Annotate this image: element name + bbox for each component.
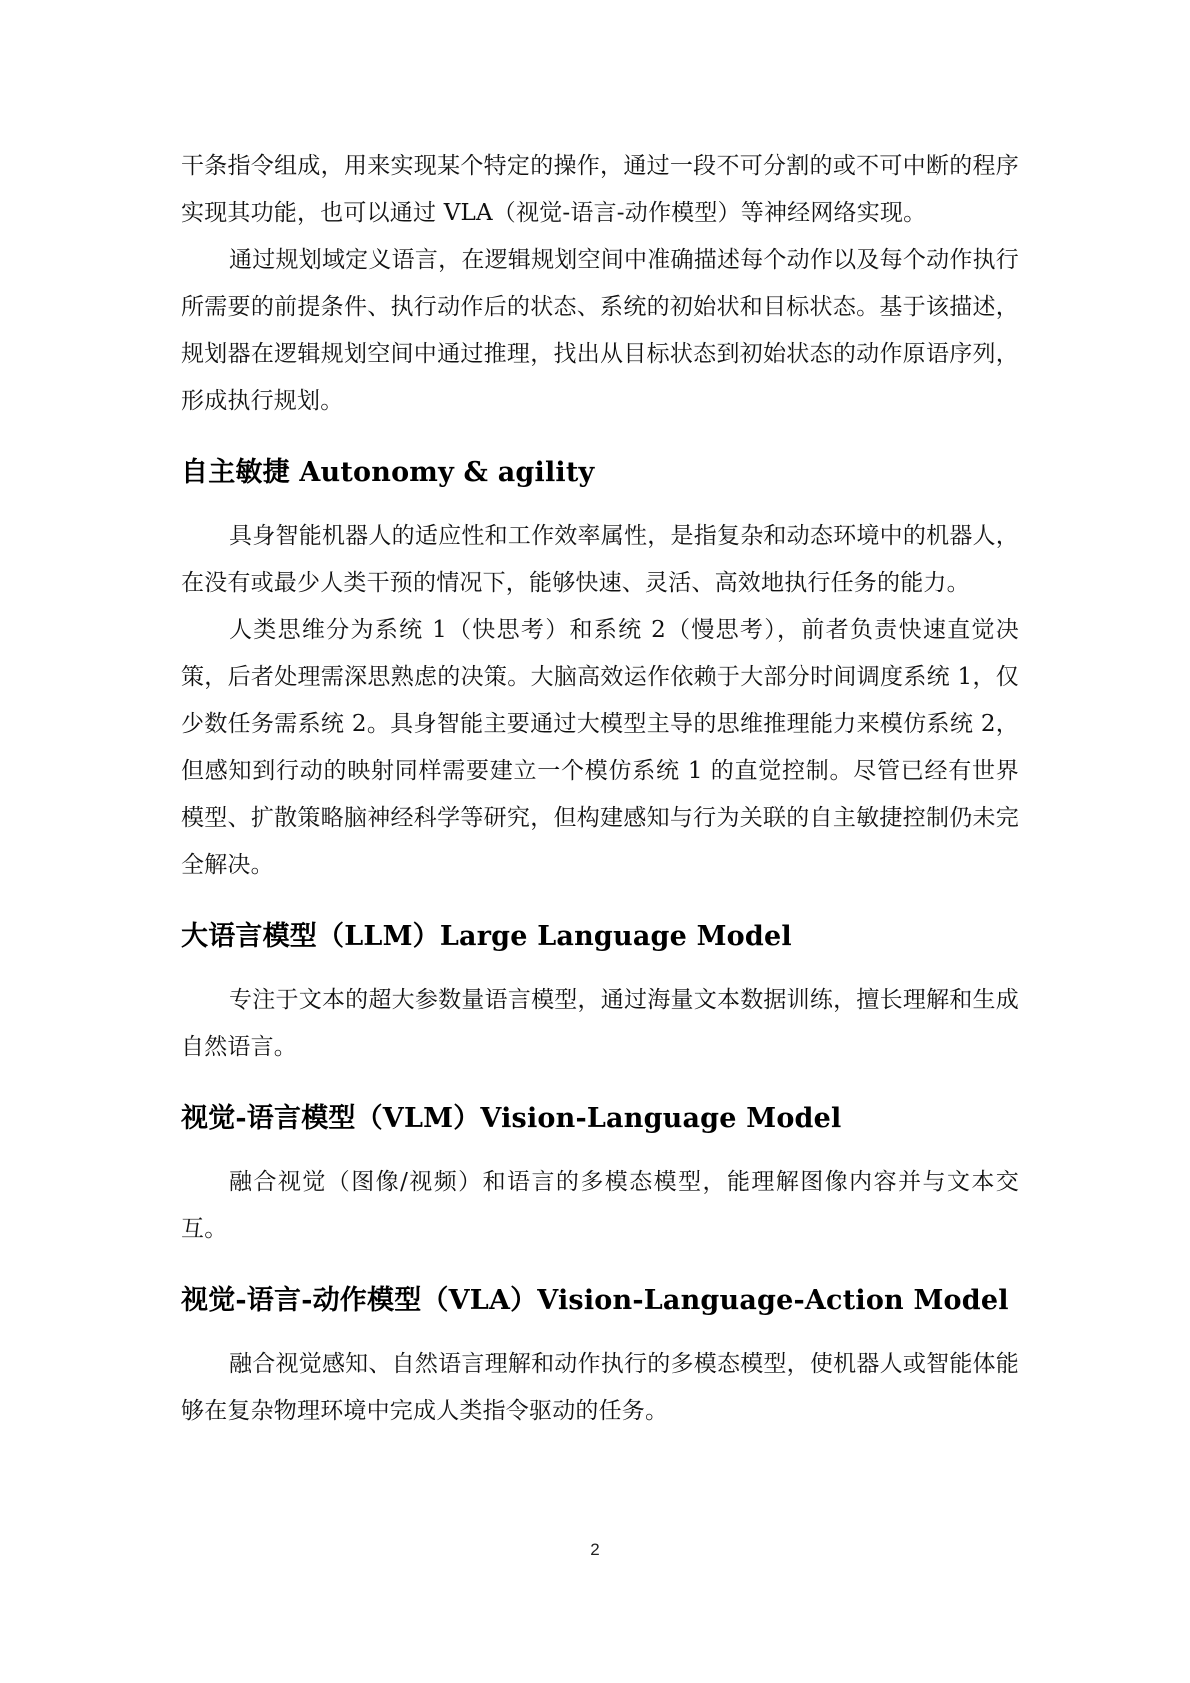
section-vlm [181,1099,1019,1253]
section-vla [181,1281,1019,1435]
page-content [181,143,1019,1435]
page-number: 2 [590,1540,600,1559]
section-autonomy-agility [181,453,1019,889]
paragraph-continuation: 干条指令组成，用来实现某个特定的操作，通过一段不可分割的或不可中断的程序实现其功能，也可以通过 VLA（视觉-语言-动作模型）等神经网络实现。 [181,153,1019,226]
section-heading-llm: 大语言模型（LLM）Large Language Model [181,921,792,952]
paragraph-llm-definition: 专注于文本的超大参数量语言模型，通过海量文本数据训练，擅长理解和生成自然语言。 [181,987,1019,1060]
paragraph-autonomy-definition: 具身智能机器人的适应性和工作效率属性，是指复杂和动态环境中的机器人，在没有或最少人类干预的情况下，能够快速、灵活、高效地执行任务的能力。 [181,523,1019,596]
paragraph-system-thinking: 人类思维分为系统 1（快思考）和系统 2（慢思考），前者负责快速直觉决策，后者处理需深思熟虑的决策。大脑高效运作依赖于大部分时间调度系统 1，仅少数任务需系统 2。具身智能主要通过大模型主导的思维推理能力来模仿系统 2，但感知到行动的映射同样需要建立一个模仿系统 1 的直觉控制。尽管已经有世界模型、扩散策略脑神经科学等研究，但构建感知与行为关联的自主敏捷控制仍未完全解决。 [181,617,1019,878]
section-heading-autonomy: 自主敏捷 Autonomy & agility [181,457,595,488]
section-llm [181,917,1019,1071]
paragraph-vlm-definition: 融合视觉（图像/视频）和语言的多模态模型，能理解图像内容并与文本交互。 [181,1169,1019,1242]
section-heading-vla: 视觉-语言-动作模型（VLA）Vision-Language-Action Model [181,1285,1009,1316]
paragraph-planning-domain: 通过规划域定义语言，在逻辑规划空间中准确描述每个动作以及每个动作执行所需要的前提条件、执行动作后的状态、系统的初始状和目标状态。基于该描述，规划器在逻辑规划空间中通过推理，找出从目标状态到初始状态的动作原语序列，形成执行规划。 [181,247,1019,414]
section-heading-vlm: 视觉-语言模型（VLM）Vision-Language Model [181,1103,842,1134]
paragraph-vla-definition: 融合视觉感知、自然语言理解和动作执行的多模态模型，使机器人或智能体能够在复杂物理环境中完成人类指令驱动的任务。 [181,1351,1019,1424]
